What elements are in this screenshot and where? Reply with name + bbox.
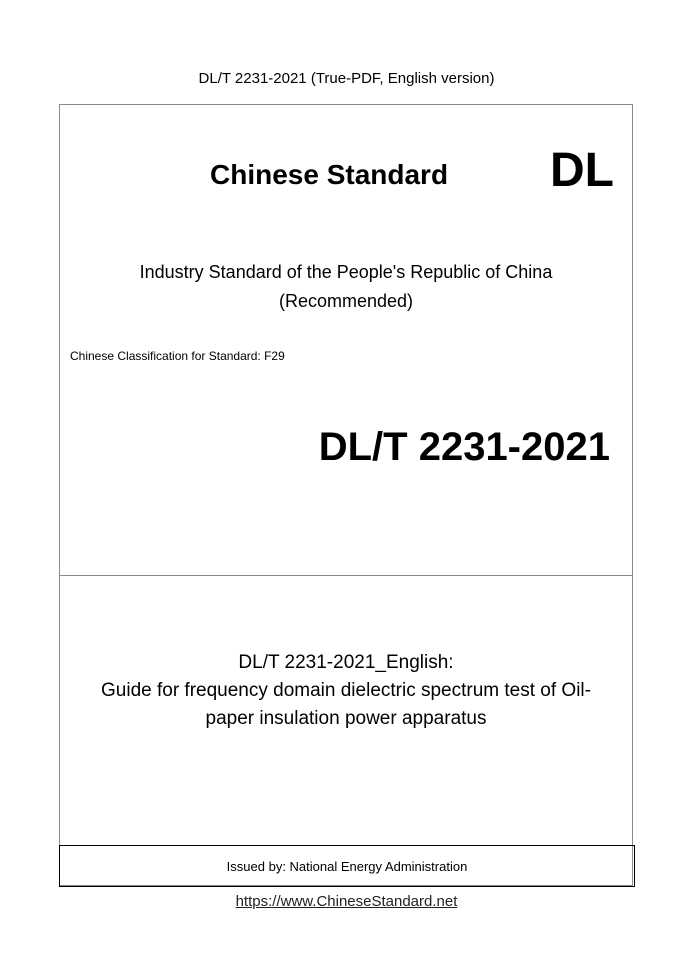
issuer-box <box>59 845 635 887</box>
document-title <box>60 649 632 733</box>
industry-line-2: (Recommended) <box>278 291 414 311</box>
industry-line-1: Industry Standard of the People's Republic of China <box>139 262 553 282</box>
standard-number: DL/T 2231-2021 <box>318 425 610 469</box>
classification-label: Chinese Classification for Standard: F29 <box>70 349 285 363</box>
industry-statement <box>60 258 632 316</box>
cover-lower-section <box>60 576 632 846</box>
cover-title: Chinese Standard <box>210 159 449 190</box>
document-title-line-1: DL/T 2231-2021_English: <box>238 652 454 673</box>
cover-frame <box>59 104 633 886</box>
cover-upper-section <box>60 105 632 575</box>
website-link[interactable]: https://www.ChineseStandard.net <box>235 893 458 910</box>
standard-mark: DL <box>550 144 614 197</box>
issued-by: Issued by: National Energy Administration <box>226 858 468 874</box>
document-title-line-2: Guide for frequency domain dielectric spectrum test of Oil- <box>101 680 591 701</box>
document-title-line-3: paper insulation power apparatus <box>205 708 487 729</box>
page-header: DL/T 2231-2021 (True-PDF, English version) <box>198 70 495 87</box>
